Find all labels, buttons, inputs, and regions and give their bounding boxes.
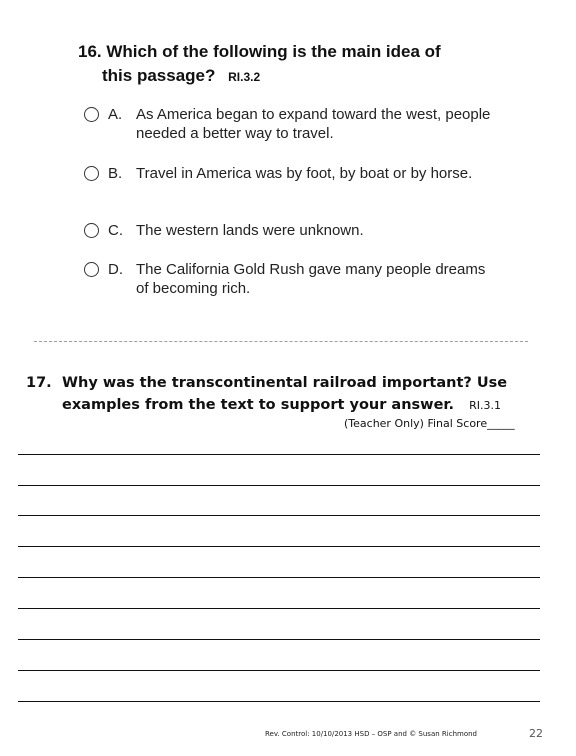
option-d-letter: D. [108,261,123,278]
option-b-text: Travel in America was by foot, by boat or by horse. [136,165,473,182]
option-d[interactable] [84,260,504,300]
option-c-text: The western lands were unknown. [136,222,364,239]
option-c-letter: C. [108,222,123,239]
answer-line-1[interactable] [18,454,540,455]
answer-line-5[interactable] [18,577,540,578]
option-b-letter: B. [108,165,123,182]
question-17-standard: RI.3.1 [469,399,501,412]
teacher-final-score: (Teacher Only) Final Score_____ [344,417,515,430]
answer-line-3[interactable] [18,515,540,516]
answer-line-6[interactable] [18,608,540,609]
option-a[interactable] [84,105,504,145]
question-16-line1: Which of the following is the main idea of [106,42,441,61]
answer-line-8[interactable] [18,670,540,671]
footer-control-text: Rev. Control: 10/10/2013 HSD – OSP and © Susan Richmond [265,730,477,738]
question-16-standard: RI.3.2 [228,70,261,84]
answer-line-9[interactable] [18,701,540,702]
question-16-line2: this passage? [102,66,216,85]
option-a-text: As America began to expand toward the west, people needed a better way to travel. [136,106,491,142]
radio-button-c[interactable] [84,223,99,238]
option-d-text: The California Gold Rush gave many people dreams of becoming rich. [136,261,486,297]
option-b[interactable] [84,164,504,204]
radio-button-b[interactable] [84,166,99,181]
question-17-line2: examples from the text to support your answer. [62,397,454,413]
radio-button-a[interactable] [84,107,99,122]
option-c[interactable] [84,221,504,243]
radio-button-d[interactable] [84,262,99,277]
question-16-prompt [78,40,441,89]
section-divider [34,341,528,342]
answer-line-4[interactable] [18,546,540,547]
answer-line-7[interactable] [18,639,540,640]
answer-line-2[interactable] [18,485,540,486]
question-16-number: 16. [78,42,102,61]
question-17-line1: Why was the transcontinental railroad important? Use [62,375,508,391]
option-a-letter: A. [108,106,123,123]
page-number: 22 [529,727,543,740]
question-17-number: 17. [26,375,52,391]
